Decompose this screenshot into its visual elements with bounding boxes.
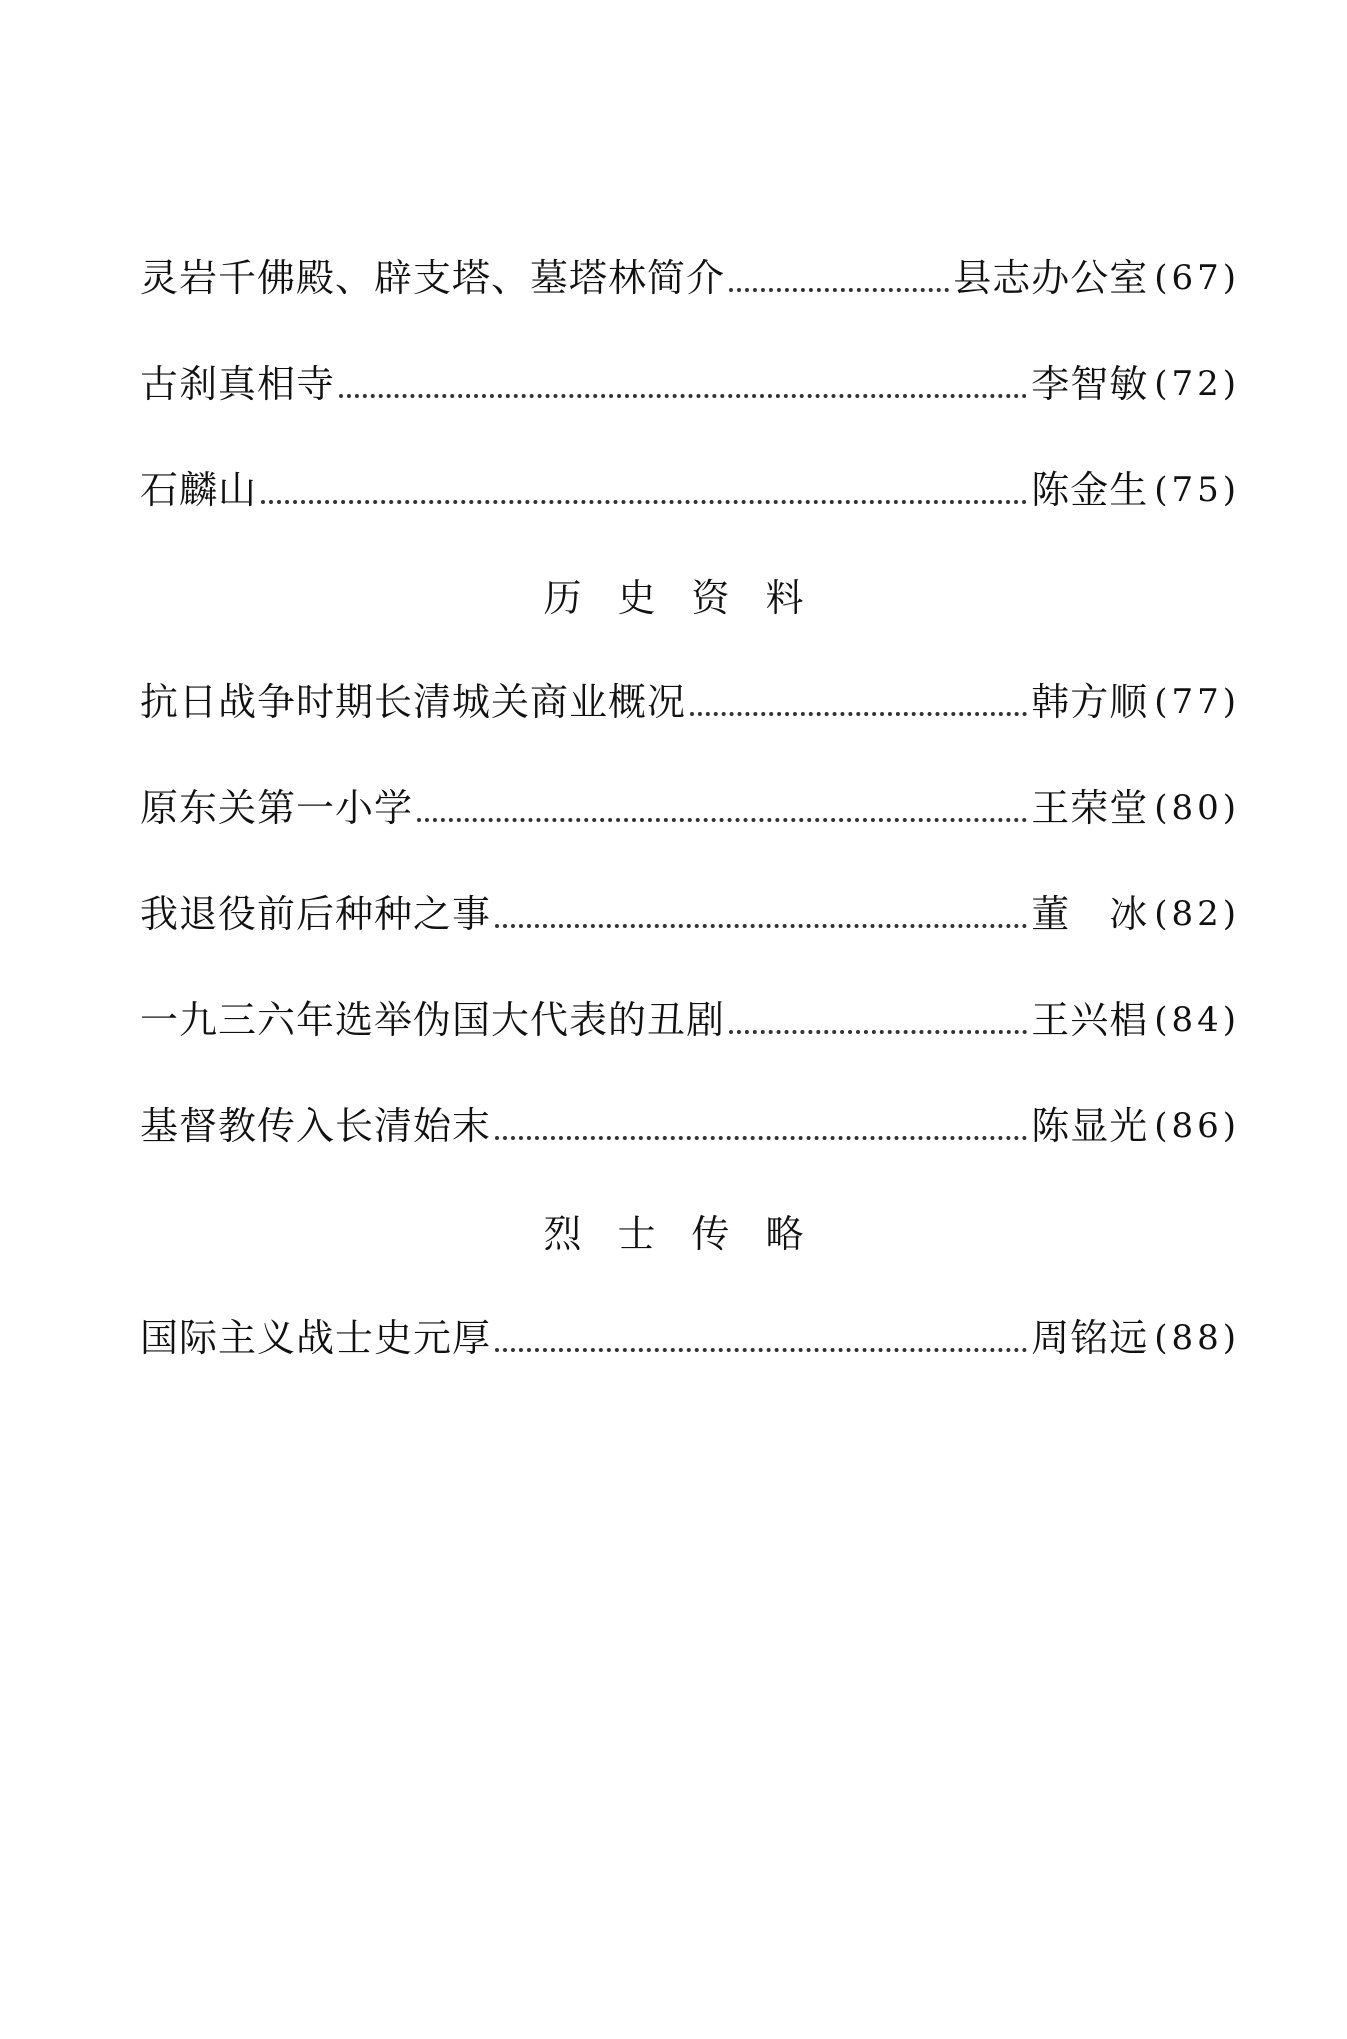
entry-page: (88) [1154,1318,1240,1358]
toc-entry [140,884,1240,944]
toc-entry [140,1308,1240,1368]
entry-author: 王兴椙 [1031,998,1149,1042]
entry-page: (86) [1154,1106,1240,1146]
entry-title: 基督教传入长清始末 [140,1104,492,1148]
entry-title: 抗日战争时期长清城关商业概况 [140,680,687,724]
entry-title: 原东关第一小学 [140,786,414,830]
entry-title: 一九三六年选举伪国大代表的丑剧 [140,998,726,1042]
toc-entry [140,1096,1240,1156]
entry-title: 灵岩千佛殿、辟支塔、墓塔林简介 [140,256,726,300]
section-heading-history: 历史资料 [543,576,840,620]
entry-title: 石麟山 [140,468,258,512]
entry-author: 陈金生 [1031,468,1149,512]
entry-page: (67) [1154,258,1240,298]
entry-page: (75) [1154,470,1240,510]
dot-leader [686,672,1031,732]
toc-entry [140,354,1240,414]
dot-leader [491,1096,1031,1156]
entry-author: 陈显光 [1031,1104,1149,1148]
entry-page: (82) [1154,894,1240,934]
toc-entry [140,672,1240,732]
entry-author: 周铭远 [1031,1316,1149,1360]
toc-entry [140,248,1240,308]
entry-author: 董 冰 [1031,892,1149,936]
entry-author: 王荣堂 [1031,786,1149,830]
entry-title: 国际主义战士史元厚 [140,1316,492,1360]
toc-entry [140,990,1240,1050]
entry-page: (72) [1154,364,1240,404]
toc-entry [140,778,1240,838]
entry-page: (84) [1154,1000,1240,1040]
dot-leader [491,1308,1031,1368]
dot-leader [725,990,1031,1050]
dot-leader [491,884,1031,944]
dot-leader [257,460,1031,520]
dot-leader [413,778,1031,838]
dot-leader [335,354,1031,414]
entry-author: 李智敏 [1031,362,1149,406]
toc-entry [140,460,1240,520]
entry-page: (80) [1154,788,1240,828]
entry-author: 县志办公室 [953,256,1149,300]
entry-title: 古刹真相寺 [140,362,336,406]
dot-leader [725,248,953,308]
entry-page: (77) [1154,682,1240,722]
entry-author: 韩方顺 [1031,680,1149,724]
section-heading-martyrs: 烈士传略 [543,1212,840,1256]
entry-title: 我退役前后种种之事 [140,892,492,936]
